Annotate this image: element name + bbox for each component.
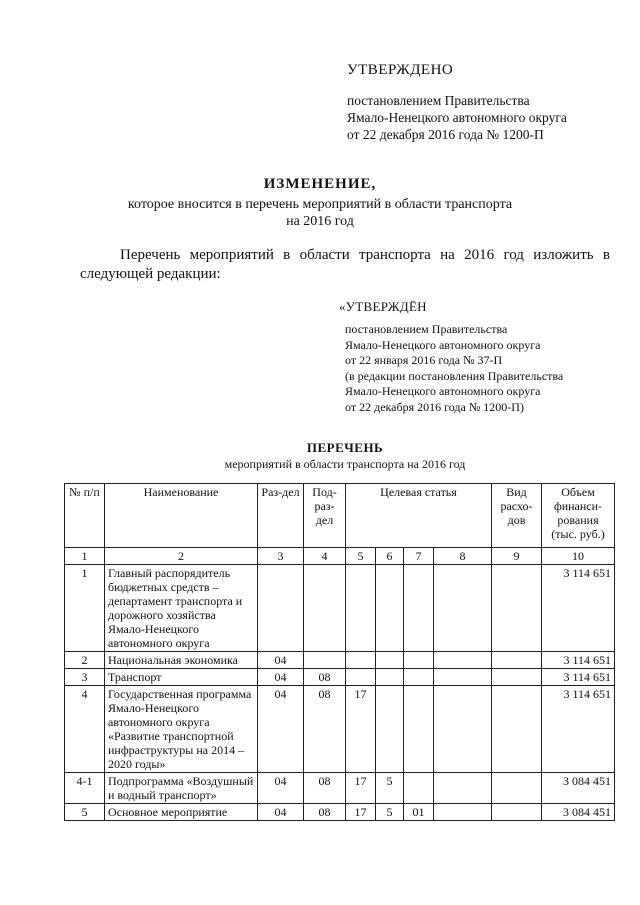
approval-line-1: постановлением Правительства: [347, 93, 530, 108]
colnum: 4: [304, 548, 346, 565]
colnum: 3: [258, 548, 304, 565]
table-cell-c3: 04: [258, 686, 304, 773]
approval2-line-1: постановлением Правительства: [345, 322, 508, 336]
approval2-line-6: от 22 декабря 2016 года № 1200-П): [345, 399, 524, 414]
table-cell-c6: [376, 652, 404, 669]
table-cell-num: 3: [65, 669, 105, 686]
table-cell-c9: [492, 804, 542, 821]
approval2-line-4: (в редакции постановления Правительства: [345, 368, 564, 383]
table-cell-c8: [434, 804, 492, 821]
table-cell-c7: [404, 669, 434, 686]
header-target: Целевая статья: [346, 484, 492, 548]
table-cell-c6: [376, 669, 404, 686]
table-cell-c10: 3 114 651: [542, 565, 615, 652]
table-cell-c7: [404, 773, 434, 804]
table-cell-c10: 3 114 651: [542, 686, 615, 773]
measures-table: [64, 483, 615, 821]
table-cell-c7: 01: [404, 804, 434, 821]
table-cell-name: Государственная программа Ямало-Ненецкого автономного округа «Развитие транспортной инфраструктуры на 2014 – 2020 годы»: [105, 686, 258, 773]
colnum: 7: [404, 548, 434, 565]
change-subtitle: [0, 196, 640, 230]
table-cell-c8: [434, 565, 492, 652]
table-cell-name: Подпрограмма «Воздушный и водный транспорт»: [105, 773, 258, 804]
table-cell-c10: 3 084 451: [542, 773, 615, 804]
header-subsection: Под-раз-дел: [304, 484, 346, 548]
list-subtitle: мероприятий в области транспорта на 2016 год: [224, 457, 466, 471]
table-cell-num: 4-1: [65, 773, 105, 804]
table-cell-c5: [346, 652, 376, 669]
table-cell-c6: [376, 686, 404, 773]
table-cell-num: 2: [65, 652, 105, 669]
colnum: 10: [542, 548, 615, 565]
table-row: [65, 652, 615, 669]
table-cell-c8: [434, 669, 492, 686]
table-cell-c8: [434, 686, 492, 773]
table-cell-c10: 3 114 651: [542, 652, 615, 669]
table-row: [65, 773, 615, 804]
table-row: [65, 565, 615, 652]
table-cell-c6: [376, 565, 404, 652]
header-section: Раз-дел: [258, 484, 304, 548]
table-cell-c9: [492, 565, 542, 652]
approval2-block: [345, 322, 563, 416]
colnum: 1: [65, 548, 105, 565]
approval2-title: «УТВЕРЖДЁН: [339, 299, 427, 314]
change-title: ИЗМЕНЕНИЕ,: [263, 176, 377, 192]
table-row: [65, 669, 615, 686]
table-cell-c8: [434, 652, 492, 669]
table-cell-c10: 3 114 651: [542, 669, 615, 686]
table-header-row: [65, 484, 615, 548]
table-cell-c5: 17: [346, 804, 376, 821]
table-cell-c4: 08: [304, 686, 346, 773]
approval-line-3: от 22 декабря 2016 года № 1200-П: [347, 127, 544, 142]
table-cell-c3: 04: [258, 773, 304, 804]
table-cell-c4: [304, 565, 346, 652]
table-cell-c6: 5: [376, 773, 404, 804]
header-expense: Вид расхо-дов: [492, 484, 542, 548]
approval2-line-3: от 22 января 2016 года № 37-П: [345, 353, 503, 368]
table-cell-c8: [434, 773, 492, 804]
table-cell-c3: 04: [258, 652, 304, 669]
table-cell-c5: 17: [346, 773, 376, 804]
table-cell-c7: [404, 652, 434, 669]
approval2-line-5: Ямало-Ненецкого автономного округа: [345, 384, 541, 399]
colnum: 5: [346, 548, 376, 565]
table-cell-num: 1: [65, 565, 105, 652]
approval2-line-2: Ямало-Ненецкого автономного округа: [345, 337, 541, 352]
table-cell-c5: 17: [346, 686, 376, 773]
approval-title: УТВЕРЖДЕНО: [347, 62, 454, 78]
table-row: [65, 686, 615, 773]
colnum: 9: [492, 548, 542, 565]
table-cell-c4: 08: [304, 773, 346, 804]
table-cell-name: Главный распорядитель бюджетных средств – департамент транспорта и дорожного хозяйства Ямало-Ненецкого автономного округа: [105, 565, 258, 652]
table-cell-name: Основное мероприятие: [105, 804, 258, 821]
table-row: [65, 804, 615, 821]
table-body: [65, 565, 615, 821]
table-cell-c4: 08: [304, 804, 346, 821]
table-cell-c5: [346, 669, 376, 686]
table-cell-num: 5: [65, 804, 105, 821]
colnum: 8: [434, 548, 492, 565]
table-cell-name: Транспорт: [105, 669, 258, 686]
table-cell-c9: [492, 686, 542, 773]
table-cell-c7: [404, 565, 434, 652]
colnum: 2: [105, 548, 258, 565]
table-cell-c9: [492, 669, 542, 686]
column-number-row: [65, 548, 615, 565]
header-name: Наименование: [105, 484, 258, 548]
table-cell-name: Национальная экономика: [105, 652, 258, 669]
change-subtitle-line-1: которое вносится в перечень мероприятий в области транспорта: [127, 197, 513, 212]
table-cell-c3: [258, 565, 304, 652]
intro-paragraph: Перечень мероприятий в области транспорта на 2016 год изложить в следующей редакции:: [80, 247, 610, 282]
table-cell-c4: 08: [304, 669, 346, 686]
table-cell-c9: [492, 773, 542, 804]
header-num: № п/п: [65, 484, 105, 548]
approval-line-2: Ямало-Ненецкого автономного округа: [347, 110, 567, 125]
table-cell-num: 4: [65, 686, 105, 773]
table-cell-c3: 04: [258, 804, 304, 821]
table-cell-c9: [492, 652, 542, 669]
table-cell-c5: [346, 565, 376, 652]
table-cell-c6: 5: [376, 804, 404, 821]
table-cell-c7: [404, 686, 434, 773]
table-cell-c10: 3 084 451: [542, 804, 615, 821]
table-cell-c3: 04: [258, 669, 304, 686]
list-title: ПЕРЕЧЕНЬ: [306, 440, 384, 455]
header-volume: Объем финанси-рования (тыс. руб.): [542, 484, 615, 548]
colnum: 6: [376, 548, 404, 565]
approval-block: [347, 92, 567, 143]
change-subtitle-line-2: на 2016 год: [286, 214, 354, 229]
table-cell-c4: [304, 652, 346, 669]
